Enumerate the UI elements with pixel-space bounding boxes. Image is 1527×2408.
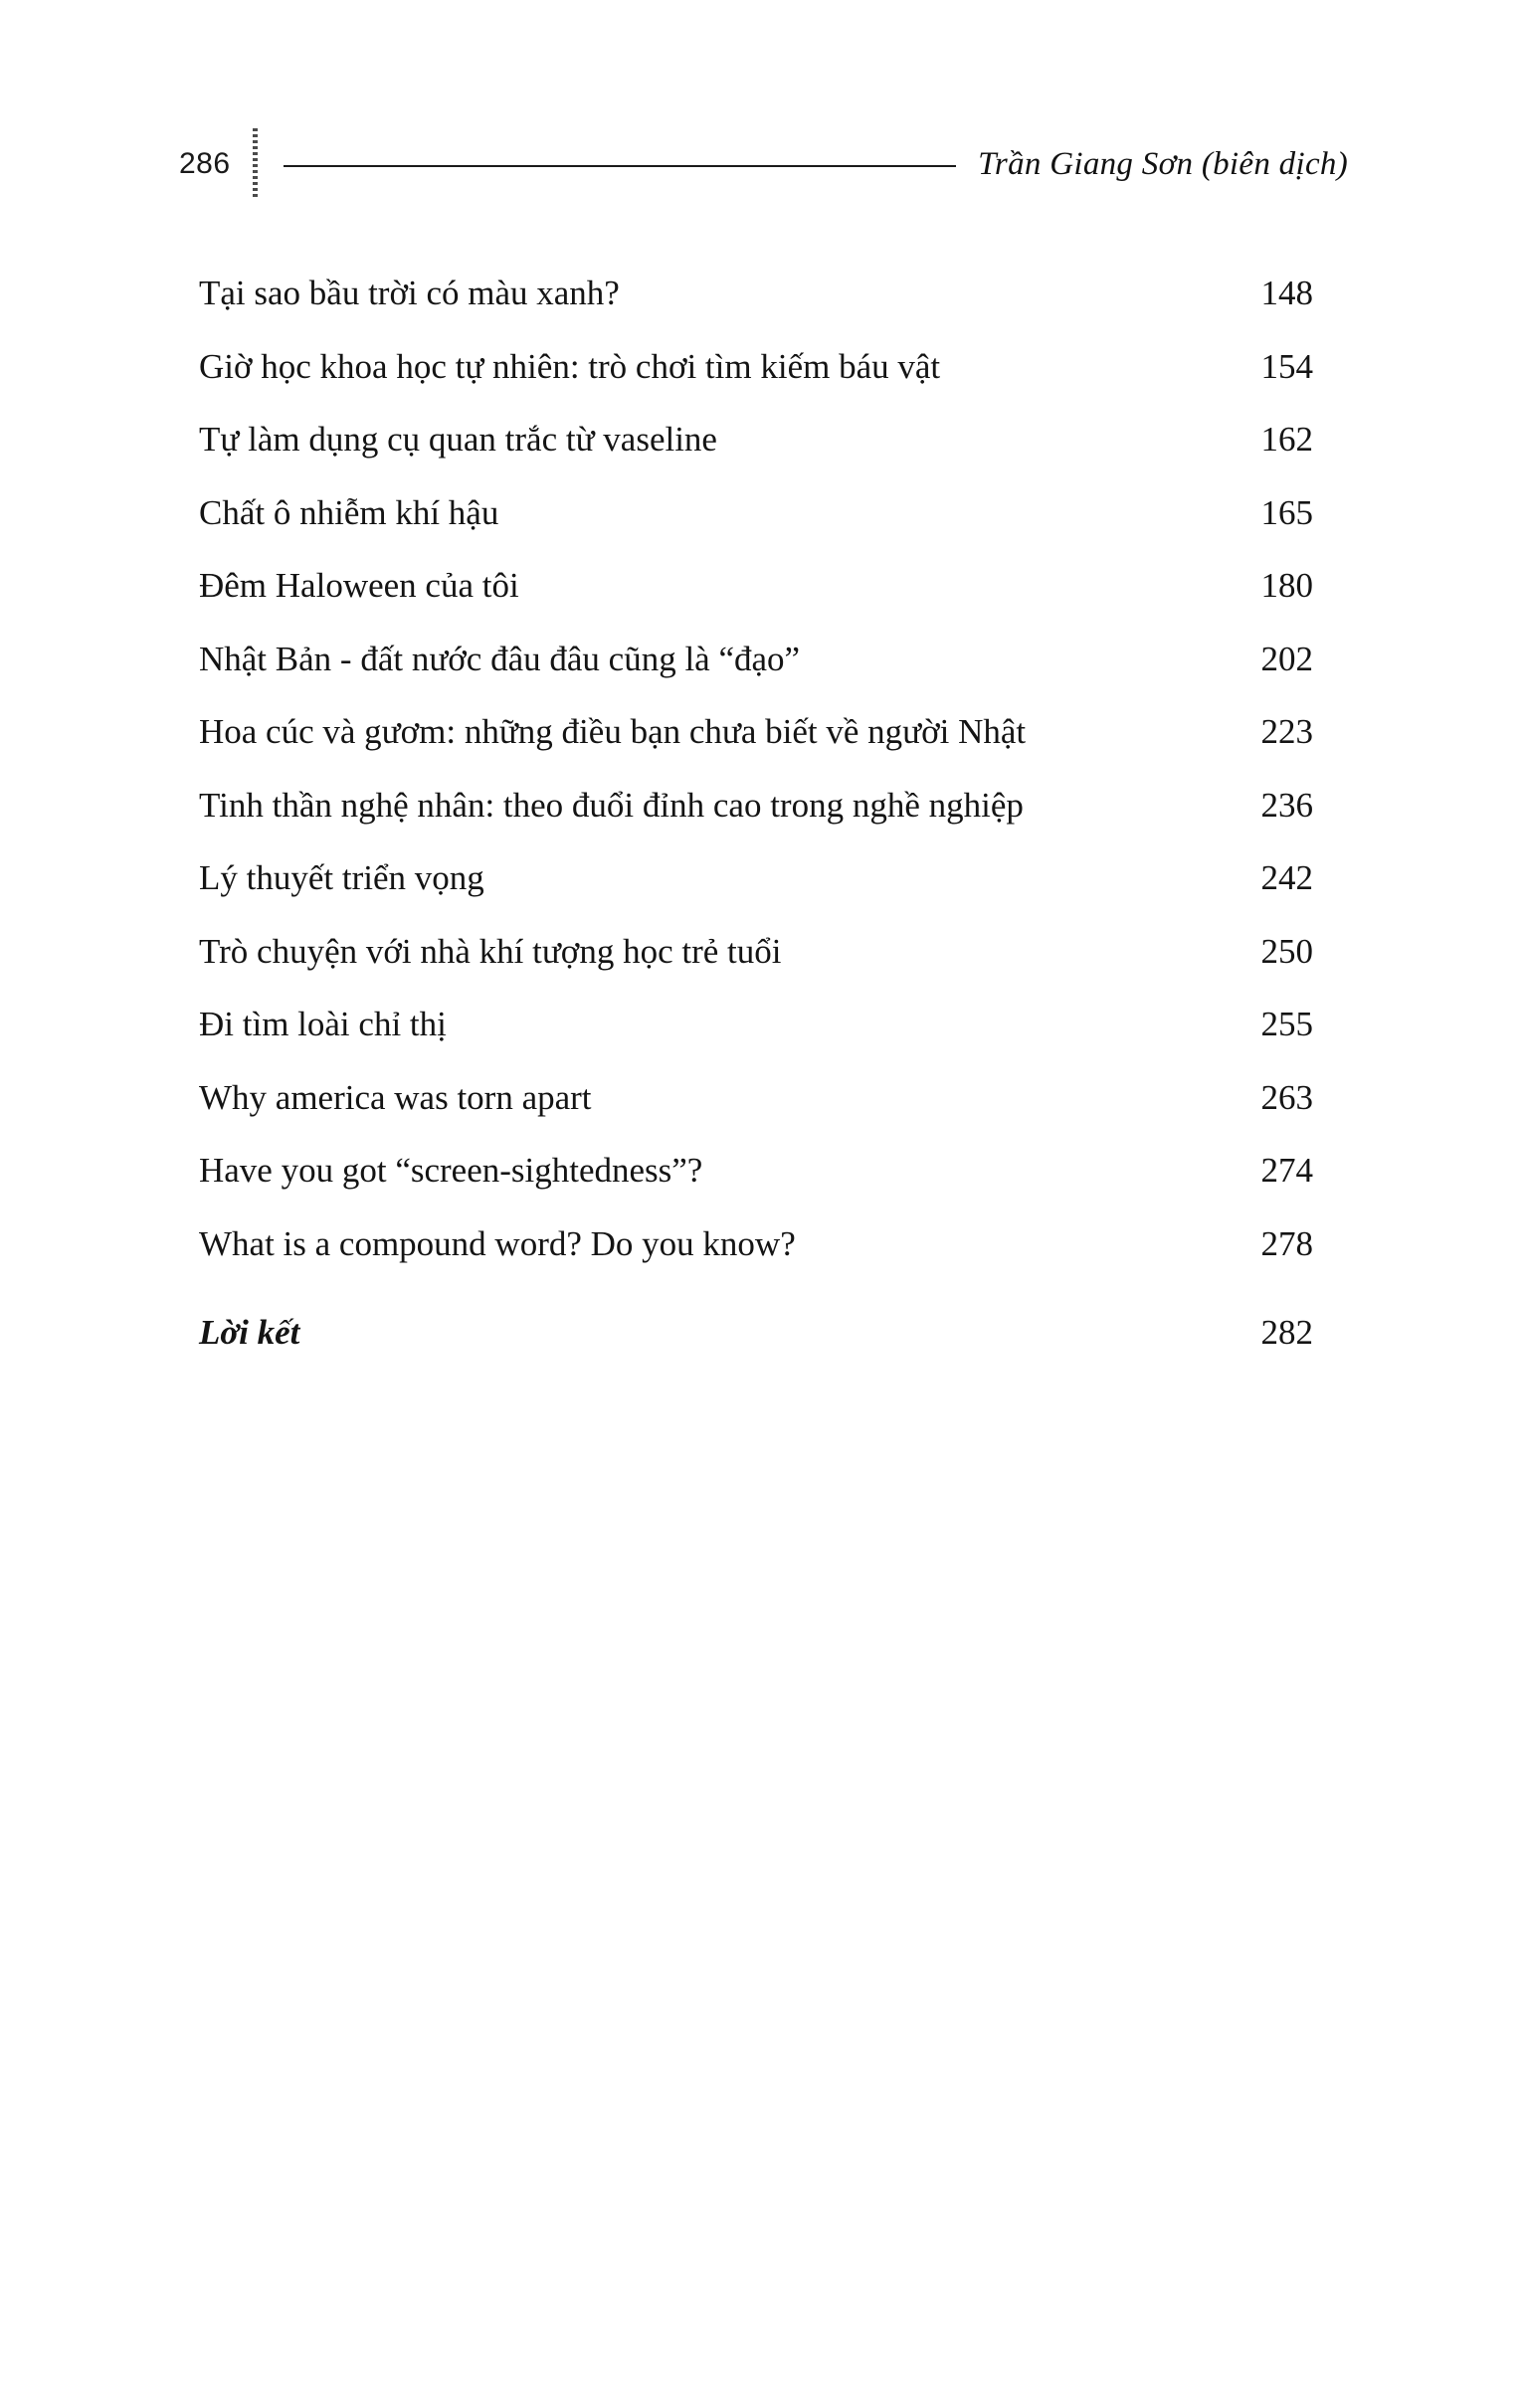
- toc-entry-title: Đi tìm loài chỉ thị: [199, 1005, 447, 1043]
- toc-entry-page: 263: [1260, 1077, 1313, 1117]
- toc-entry-title: Nhật Bản - đất nước đâu đâu cũng là “đạo”: [199, 639, 801, 678]
- toc-entry-title: What is a compound word? Do you know?: [199, 1223, 796, 1263]
- toc-entry: [199, 929, 1313, 975]
- toc-entry-page: 278: [1260, 1223, 1313, 1263]
- toc-entry: [199, 1002, 1313, 1047]
- toc-entry: [199, 563, 1313, 609]
- toc-entry: [199, 637, 1313, 682]
- toc-entry-page: 223: [1260, 712, 1313, 751]
- toc-entry-page: 250: [1260, 931, 1313, 971]
- toc-entry-title: Tinh thần nghệ nhân: theo đuổi đỉnh cao trong nghề nghiệp: [199, 785, 1024, 825]
- toc-entry-title: Chất ô nhiễm khí hậu: [199, 492, 499, 532]
- toc-entry: [199, 490, 1313, 536]
- toc-entry-page: 242: [1260, 858, 1313, 897]
- toc-entry-title: Đêm Haloween của tôi: [199, 566, 519, 605]
- header-rule-divider: [284, 165, 957, 167]
- toc-entry-title: Lý thuyết triển vọng: [199, 858, 484, 897]
- page-folio-number: 286: [179, 147, 231, 180]
- toc-entry-title: Giờ học khoa học tự nhiên: trò chơi tìm kiếm báu vật: [199, 346, 941, 386]
- page-header: [179, 129, 1348, 199]
- table-of-contents: [199, 271, 1313, 1384]
- toc-entry-title: Tự làm dụng cụ quan trắc từ vaseline: [199, 420, 717, 459]
- toc-entry: [199, 344, 1313, 390]
- toc-entry-page: 165: [1260, 492, 1313, 532]
- toc-entry-title: Why america was torn apart: [199, 1077, 592, 1117]
- toc-entry-title: Trò chuyện với nhà khí tượng học trẻ tuổi: [199, 931, 782, 971]
- toc-entry-title: Have you got “screen-sightedness”?: [199, 1151, 703, 1190]
- toc-entry-title: Lời kết: [199, 1313, 300, 1352]
- toc-entry-page: 202: [1260, 639, 1313, 678]
- toc-entry-page: 162: [1260, 420, 1313, 459]
- toc-entry: [199, 417, 1313, 463]
- toc-entry: [199, 709, 1313, 755]
- header-author-line: Trần Giang Sơn (biên dịch): [978, 145, 1348, 182]
- header-ornament-icon: [253, 128, 258, 200]
- toc-entry-title: Tại sao bầu trời có màu xanh?: [199, 274, 620, 312]
- toc-entry-page: 282: [1260, 1313, 1313, 1352]
- toc-entry-closing: [199, 1310, 1313, 1356]
- toc-entry: [199, 1075, 1313, 1121]
- toc-entry-page: 148: [1260, 274, 1313, 312]
- toc-entry: [199, 783, 1313, 829]
- toc-entry-page: 154: [1260, 346, 1313, 386]
- toc-entry-page: 255: [1260, 1005, 1313, 1043]
- toc-entry: [199, 1221, 1313, 1267]
- toc-entry-page: 274: [1260, 1151, 1313, 1190]
- toc-entry: [199, 1148, 1313, 1194]
- toc-entry-page: 236: [1260, 785, 1313, 825]
- toc-entry: [199, 855, 1313, 901]
- toc-entry-title: Hoa cúc và gươm: những điều bạn chưa biết về người Nhật: [199, 712, 1027, 751]
- toc-entry-page: 180: [1260, 566, 1313, 605]
- toc-entry: [199, 271, 1313, 316]
